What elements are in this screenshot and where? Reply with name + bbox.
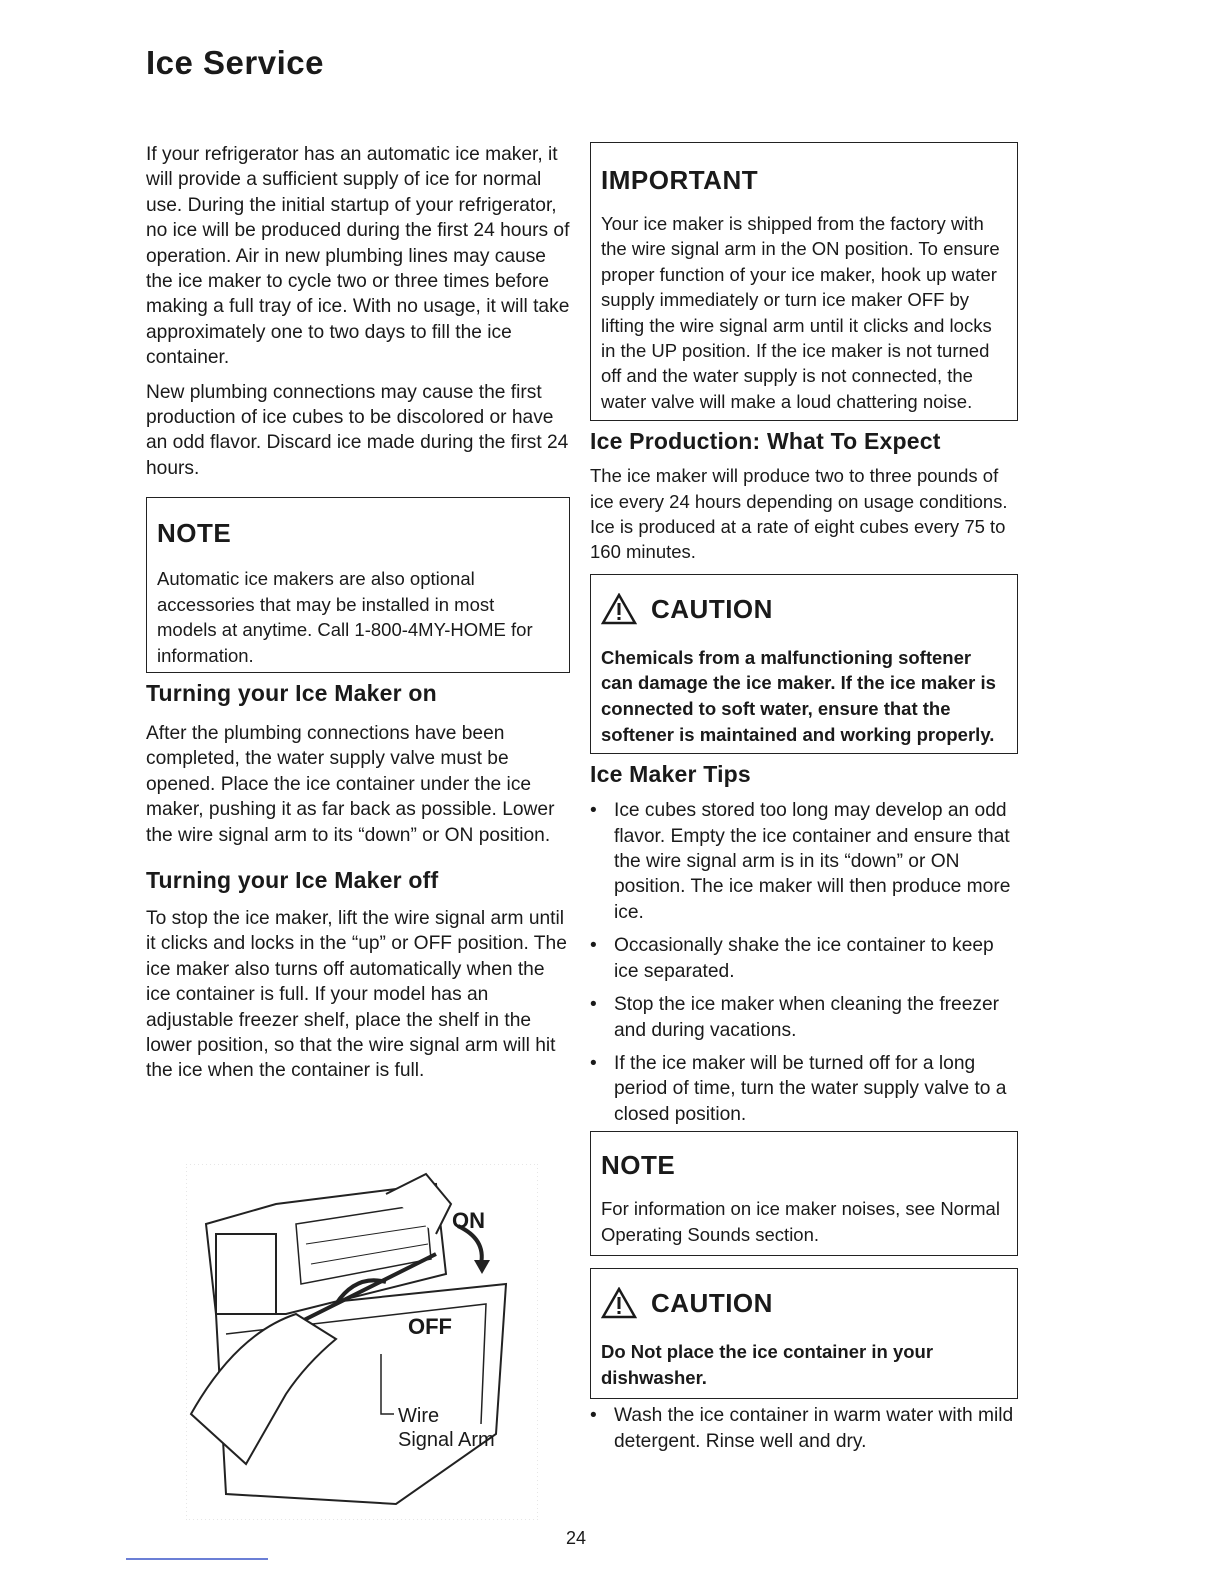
caution-header-2: [601, 1287, 1007, 1319]
label-signal-arm: Signal Arm: [398, 1429, 495, 1451]
important-text: Your ice maker is shipped from the factory with the wire signal arm in the ON position. To ensure proper function of your ice maker, hook up water supply immediately or turn ice maker OFF by lifting the wire signal arm until it clicks and locks in the UP position. If the ice maker is not turned off and the water supply is not connected, the water valve will make a loud chattering noise.: [601, 213, 1000, 412]
bullet-icon: •: [590, 994, 597, 1016]
ice-maker-drawing: [186, 1164, 538, 1520]
caution-header-1: [601, 593, 1007, 625]
tips-list: [590, 798, 1022, 1127]
bullet-icon: •: [590, 1052, 597, 1074]
tips-heading: Ice Maker Tips: [590, 761, 751, 788]
turning-on-text: After the plumbing connections have been completed, the water supply valve must be opened. Place the ice container under the ice maker, pushing it as far back as possible. Lower the wire signal arm to its “down” or ON position.: [146, 722, 555, 846]
caution-title-1: CAUTION: [651, 593, 773, 624]
note-title: NOTE: [157, 518, 232, 549]
final-list: [590, 1403, 1022, 1454]
list-item: • Wash the ice container in warm water with mild detergent. Rinse well and dry.: [590, 1405, 1014, 1452]
page-number: 24: [566, 1528, 587, 1548]
label-wire: Wire: [398, 1405, 440, 1427]
caution-title-2: CAUTION: [651, 1287, 773, 1318]
label-on: ON: [452, 1208, 485, 1233]
important-box: [590, 142, 1018, 421]
bullet-icon: •: [590, 1405, 597, 1427]
list-item: • Occasionally shake the ice container to keep ice separated.: [590, 935, 994, 982]
label-off: OFF: [408, 1314, 452, 1339]
caution-text-2: Do Not place the ice container in your dishwasher.: [601, 1340, 934, 1388]
note-box: [146, 497, 570, 673]
right-column: [590, 142, 1022, 1462]
turning-off-heading: Turning your Ice Maker off: [146, 866, 439, 893]
production-heading: Ice Production: What To Expect: [590, 428, 941, 455]
ice-maker-illustration: [186, 1164, 538, 1520]
list-item: • Ice cubes stored too long may develop an odd flavor. Empty the ice container and ensure that the wire signal arm is in its “down” or ON position. The ice maker will then produce more ice.: [590, 800, 1011, 923]
list-item: • Stop the ice maker when cleaning the freezer and during vacations.: [590, 994, 1000, 1041]
note-title-2: NOTE: [601, 1150, 676, 1181]
bottom-rule: [126, 1558, 268, 1560]
warning-triangle-icon: [601, 1287, 637, 1319]
important-title: IMPORTANT: [601, 165, 759, 195]
note-box-2: [590, 1131, 1018, 1256]
list-item: • If the ice maker will be turned off for a long period of time, turn the water supply valve to a closed position.: [590, 1052, 1007, 1125]
note-text-2: For information on ice maker noises, see Normal Operating Sounds section.: [601, 1198, 1000, 1245]
intro-paragraph-1: If your refrigerator has an automatic ice maker, it will provide a sufficient supply of ice for normal use. During the initial startup of your refrigerator, no ice will be produced during the first 24 hours of operation. Air in new plumbing lines may cause the ice maker to cycle two or three times before making a full tray of ice. With no usage, it will take approximately one to two days to fill the ice container.: [146, 144, 570, 369]
warning-triangle-icon: [601, 593, 637, 625]
bullet-icon: •: [590, 800, 597, 822]
caution-box-2: [590, 1268, 1018, 1399]
bullet-icon: •: [590, 935, 597, 957]
caution-text-1: Chemicals from a malfunctioning softener can damage the ice maker. If the ice maker is connected to soft water, ensure that the softener is maintained and working properly.: [601, 646, 996, 745]
note-text: Automatic ice makers are also optional accessories that may be installed in most models at anytime. Call 1-800-4MY-HOME for information.: [157, 568, 533, 666]
left-column: [146, 142, 574, 1093]
caution-box-1: [590, 574, 1018, 754]
intro-paragraph-2: New plumbing connections may cause the first production of ice cubes to be discolored or have an odd flavor. Discard ice made during the first 24 hours.: [146, 381, 569, 479]
production-text: The ice maker will produce two to three pounds of ice every 24 hours depending on usage conditions. Ice is produced at a rate of eight cubes every 75 to 160 minutes.: [590, 465, 1008, 563]
turning-on-heading: Turning your Ice Maker on: [146, 679, 437, 706]
page-title: Ice Service: [146, 44, 324, 81]
turning-off-text: To stop the ice maker, lift the wire signal arm until it clicks and locks in the “up” or OFF position. The ice maker also turns off automatically when the ice container is full. If your model has an adjustable freezer shelf, place the shelf in the lower position, so that the wire signal arm will hit the ice when the container is full.: [146, 907, 567, 1082]
